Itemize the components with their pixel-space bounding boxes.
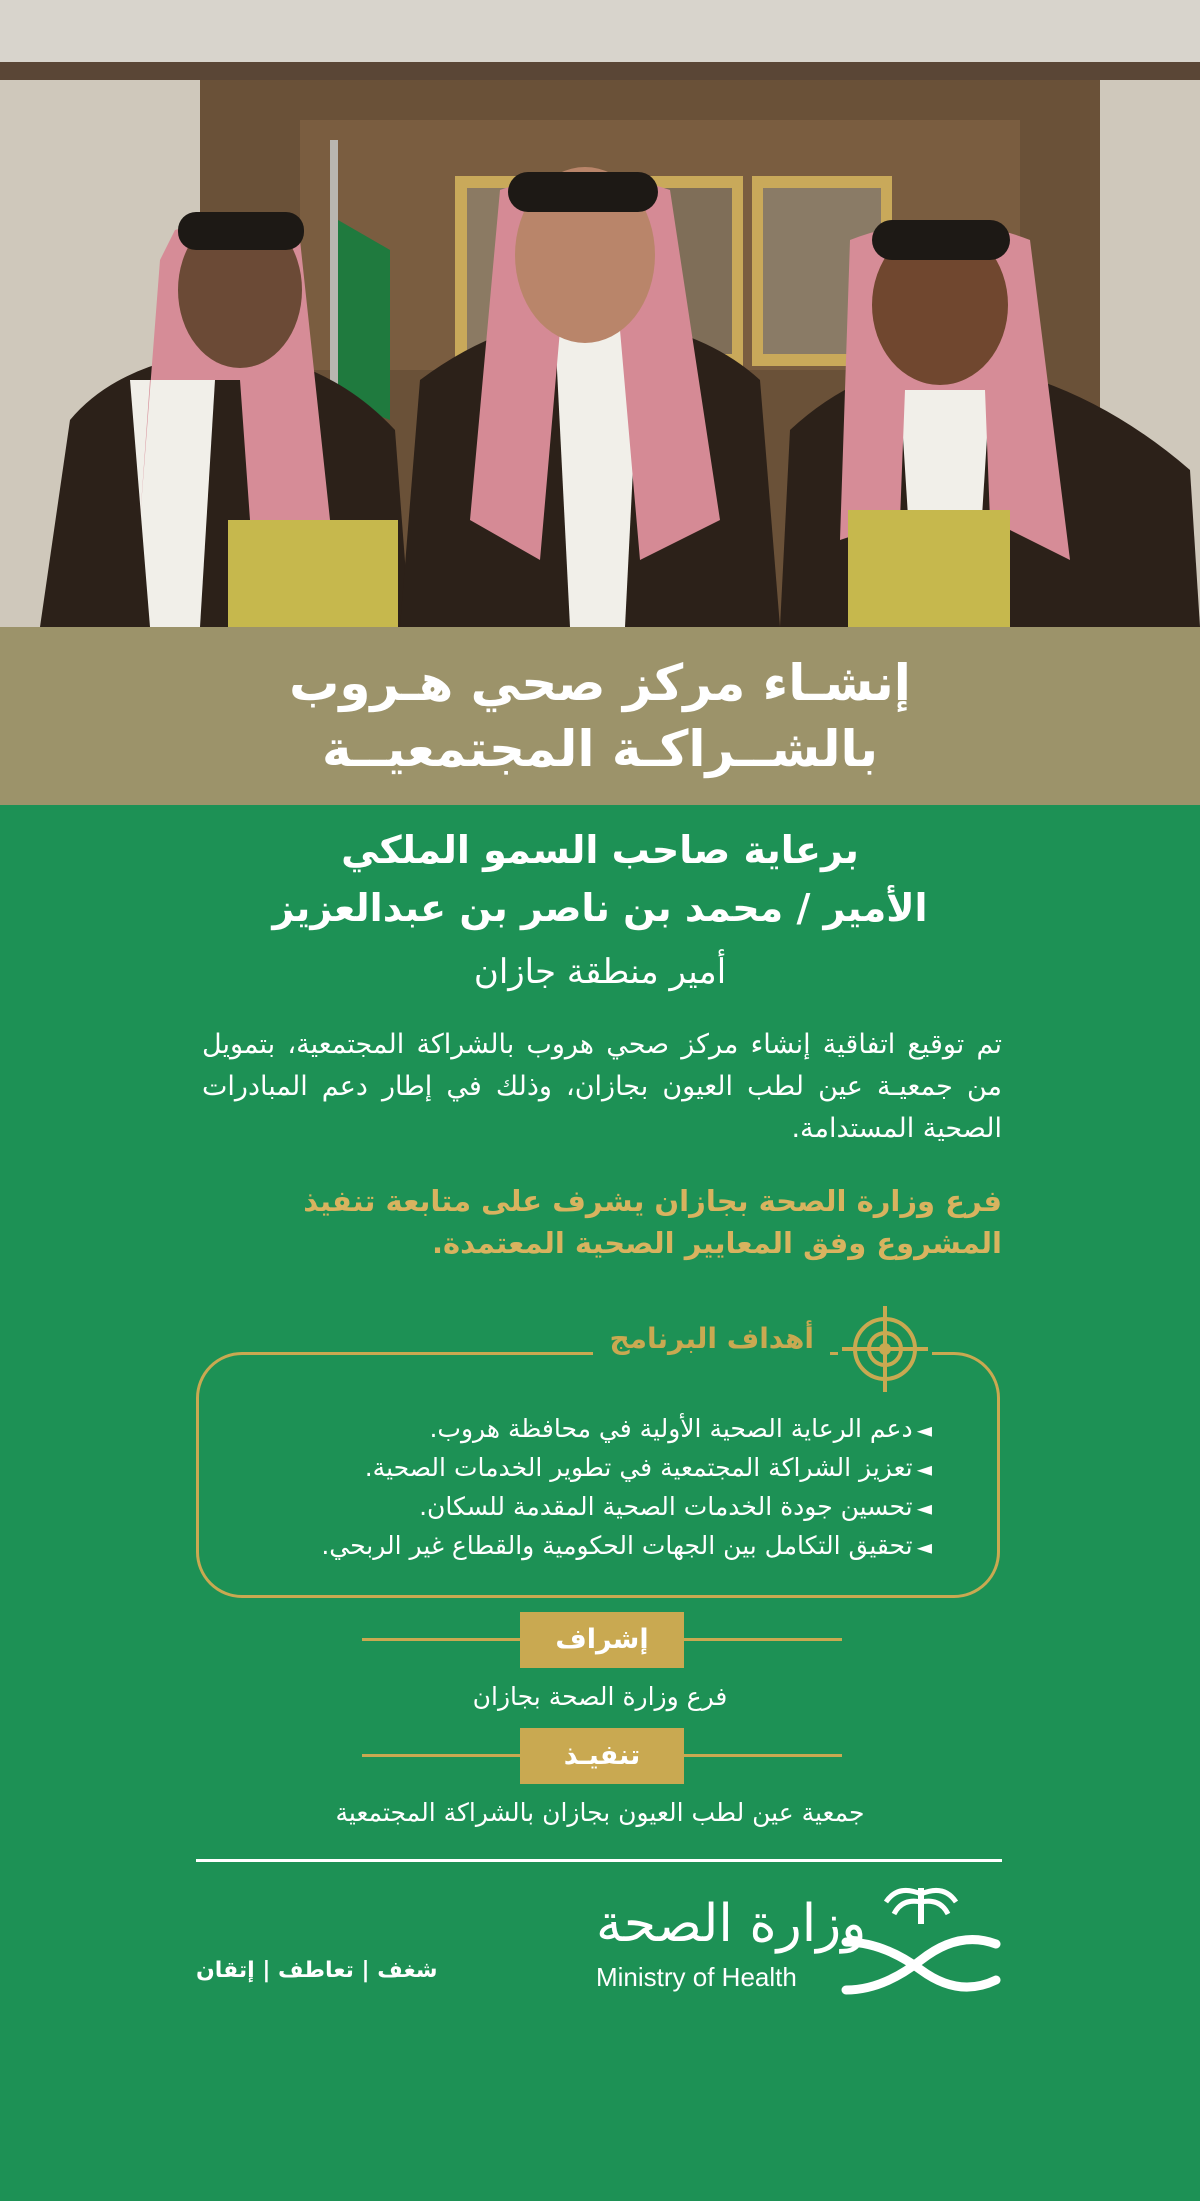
ministry-name-english: Ministry of Health: [596, 1962, 797, 1992]
ministry-name-arabic: وزارة الصحة: [596, 1894, 867, 1954]
execution-label: تنفيـذ: [520, 1728, 684, 1784]
patronage-line-3: أمير منطقة جازان: [473, 952, 727, 992]
intro-paragraph: تم توقيع اتفاقية إنشاء مركز صحي هروب بالشراكة المجتمعية، بتمويل من جمعيـة عين لطب العيون بجازان، وذلك في إطار دعم المبادرات الصحية المستدامة.: [202, 1029, 1002, 1144]
footer-divider: [196, 1859, 1002, 1862]
arrow-marker-icon: ◄: [916, 1457, 932, 1481]
highlight-paragraph: فرع وزارة الصحة بجازان يشرف على متابعة تنفيذ المشروع وفق المعايير الصحية المعتمدة.: [303, 1184, 1002, 1260]
list-item: ◄تعزيز الشراكة المجتمعية في تطوير الخدمات الصحية.: [364, 1453, 932, 1482]
list-item: ◄تحقيق التكامل بين الجهات الحكومية والقطاع غير الربحي.: [321, 1531, 932, 1560]
arrow-marker-icon: ◄: [916, 1535, 932, 1559]
patronage-line-2: الأمير / محمد بن ناصر بن عبدالعزيز: [272, 886, 928, 930]
slogan: شغف | تعاطف | إتقان: [196, 1958, 438, 1983]
list-item: ◄دعم الرعاية الصحية الأولية في محافظة هروب.: [429, 1414, 932, 1443]
list-item: ◄تحسين جودة الخدمات الصحية المقدمة للسكان.: [419, 1492, 932, 1521]
arrow-marker-icon: ◄: [916, 1418, 932, 1442]
supervision-value: فرع وزارة الصحة بجازان: [472, 1682, 728, 1711]
execution-value: جمعية عين لطب العيون بجازان بالشراكة المجتمعية: [335, 1798, 865, 1827]
goals-title: أهداف البرنامج: [593, 1322, 830, 1355]
title-line-1: إنشـاء مركز صحي هـروب: [289, 654, 911, 712]
arrow-marker-icon: ◄: [916, 1496, 932, 1520]
signing-ceremony-photo: [0, 0, 1200, 627]
patronage-line-1: برعاية صاحب السمو الملكي: [341, 828, 859, 872]
goals-list: [232, 1410, 932, 1566]
title-banner: [0, 627, 1200, 805]
target-icon: [838, 1302, 932, 1396]
supervision-label: إشراف: [520, 1612, 684, 1668]
title-line-2: بالشــراكـة المجتمعيــة: [321, 720, 879, 778]
ministry-of-health-logo-icon: [838, 1880, 1004, 1998]
